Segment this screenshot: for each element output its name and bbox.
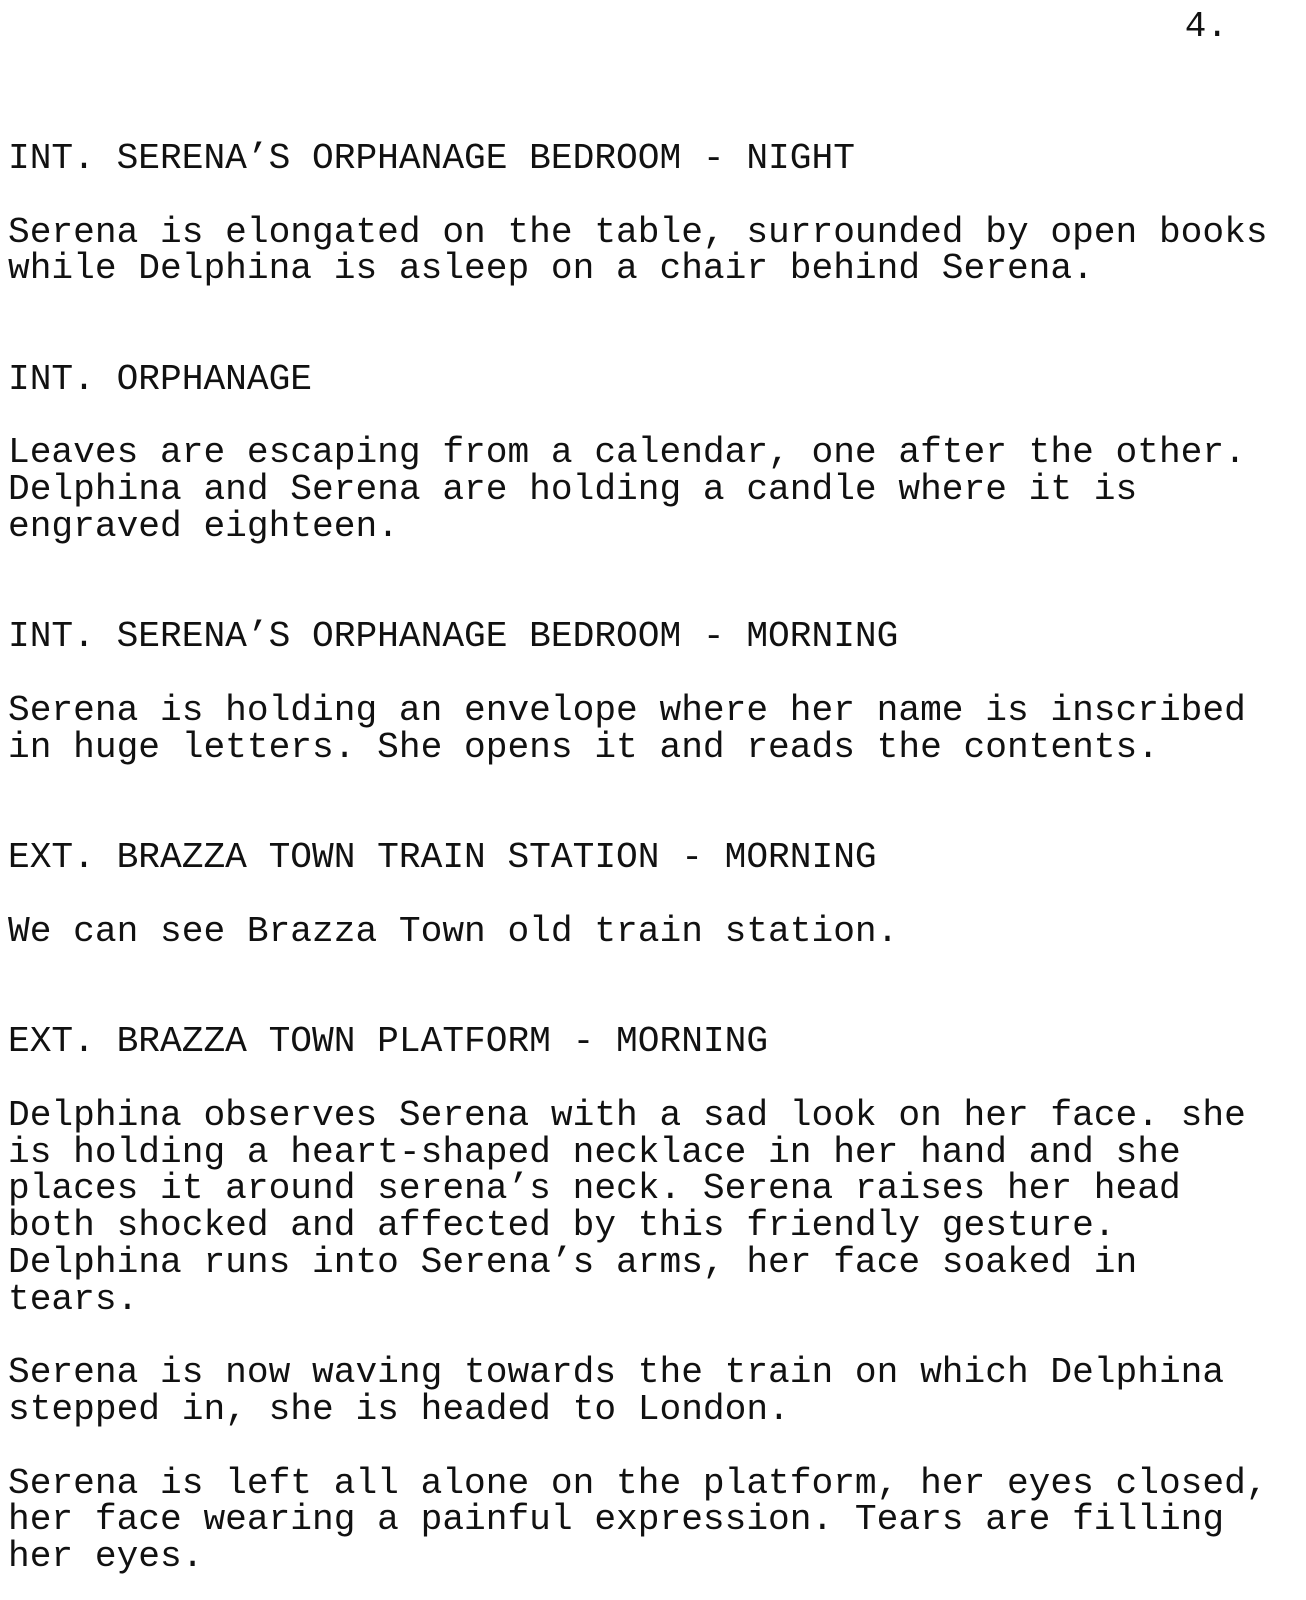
action-line: Delphina runs into Serena’s arms, her face soaked in xyxy=(8,1241,1138,1283)
scene xyxy=(8,358,1304,547)
action-line: places it around serena’s neck. Serena raises her head xyxy=(8,1168,1181,1210)
scene-heading: EXT. BRAZZA TOWN TRAIN STATION - MORNING xyxy=(8,837,877,879)
action-line: Serena is now waving towards the train on which Delphina xyxy=(8,1352,1225,1394)
action-line: Delphina and Serena are holding a candle where it is xyxy=(8,469,1138,511)
action-paragraph xyxy=(8,1094,1304,1320)
action-line: her eyes. xyxy=(8,1536,204,1578)
scene xyxy=(8,616,1304,768)
action-line: Serena is elongated on the table, surrounded by open books xyxy=(8,211,1268,253)
scene-heading: INT. ORPHANAGE xyxy=(8,358,313,400)
scene xyxy=(8,138,1304,290)
action-line: stepped in, she is headed to London. xyxy=(8,1389,790,1431)
scene-heading: EXT. BRAZZA TOWN PLATFORM - MORNING xyxy=(8,1021,769,1063)
action-paragraph xyxy=(8,432,1304,547)
action-line: tears. xyxy=(8,1278,139,1320)
action-line: her face wearing a painful expression. Tears are filling xyxy=(8,1499,1225,1541)
action-line: in huge letters. She opens it and reads the contents. xyxy=(8,726,1159,768)
action-line: Serena is left all alone on the platform, her eyes closed, xyxy=(8,1462,1268,1504)
action-paragraph xyxy=(8,1462,1304,1578)
action-line: We can see Brazza Town old train station. xyxy=(8,910,899,952)
screenplay-body xyxy=(8,138,1304,1578)
scene-heading: INT. SERENA’S ORPHANAGE BEDROOM - NIGHT xyxy=(8,138,855,179)
action-paragraph xyxy=(8,211,1304,290)
scene-heading: INT. SERENA’S ORPHANAGE BEDROOM - MORNING xyxy=(8,616,899,658)
action-line: while Delphina is asleep on a chair behind Serena. xyxy=(8,248,1094,290)
action-line: engraved eighteen. xyxy=(8,505,399,547)
action-line: is holding a heart-shaped necklace in her hand and she xyxy=(8,1131,1181,1173)
action-line: both shocked and affected by this friendly gesture. xyxy=(8,1205,1116,1247)
action-line: Serena is holding an envelope where her name is inscribed xyxy=(8,689,1246,731)
action-line: Delphina observes Serena with a sad look on her face. she xyxy=(8,1094,1246,1136)
action-paragraph xyxy=(8,910,1304,952)
action-paragraph xyxy=(8,689,1304,768)
page-number: 4. xyxy=(1184,6,1228,47)
action-paragraph xyxy=(8,1352,1304,1431)
scene xyxy=(8,1021,1304,1578)
scene xyxy=(8,837,1304,952)
action-line: Leaves are escaping from a calendar, one after the other. xyxy=(8,432,1246,474)
